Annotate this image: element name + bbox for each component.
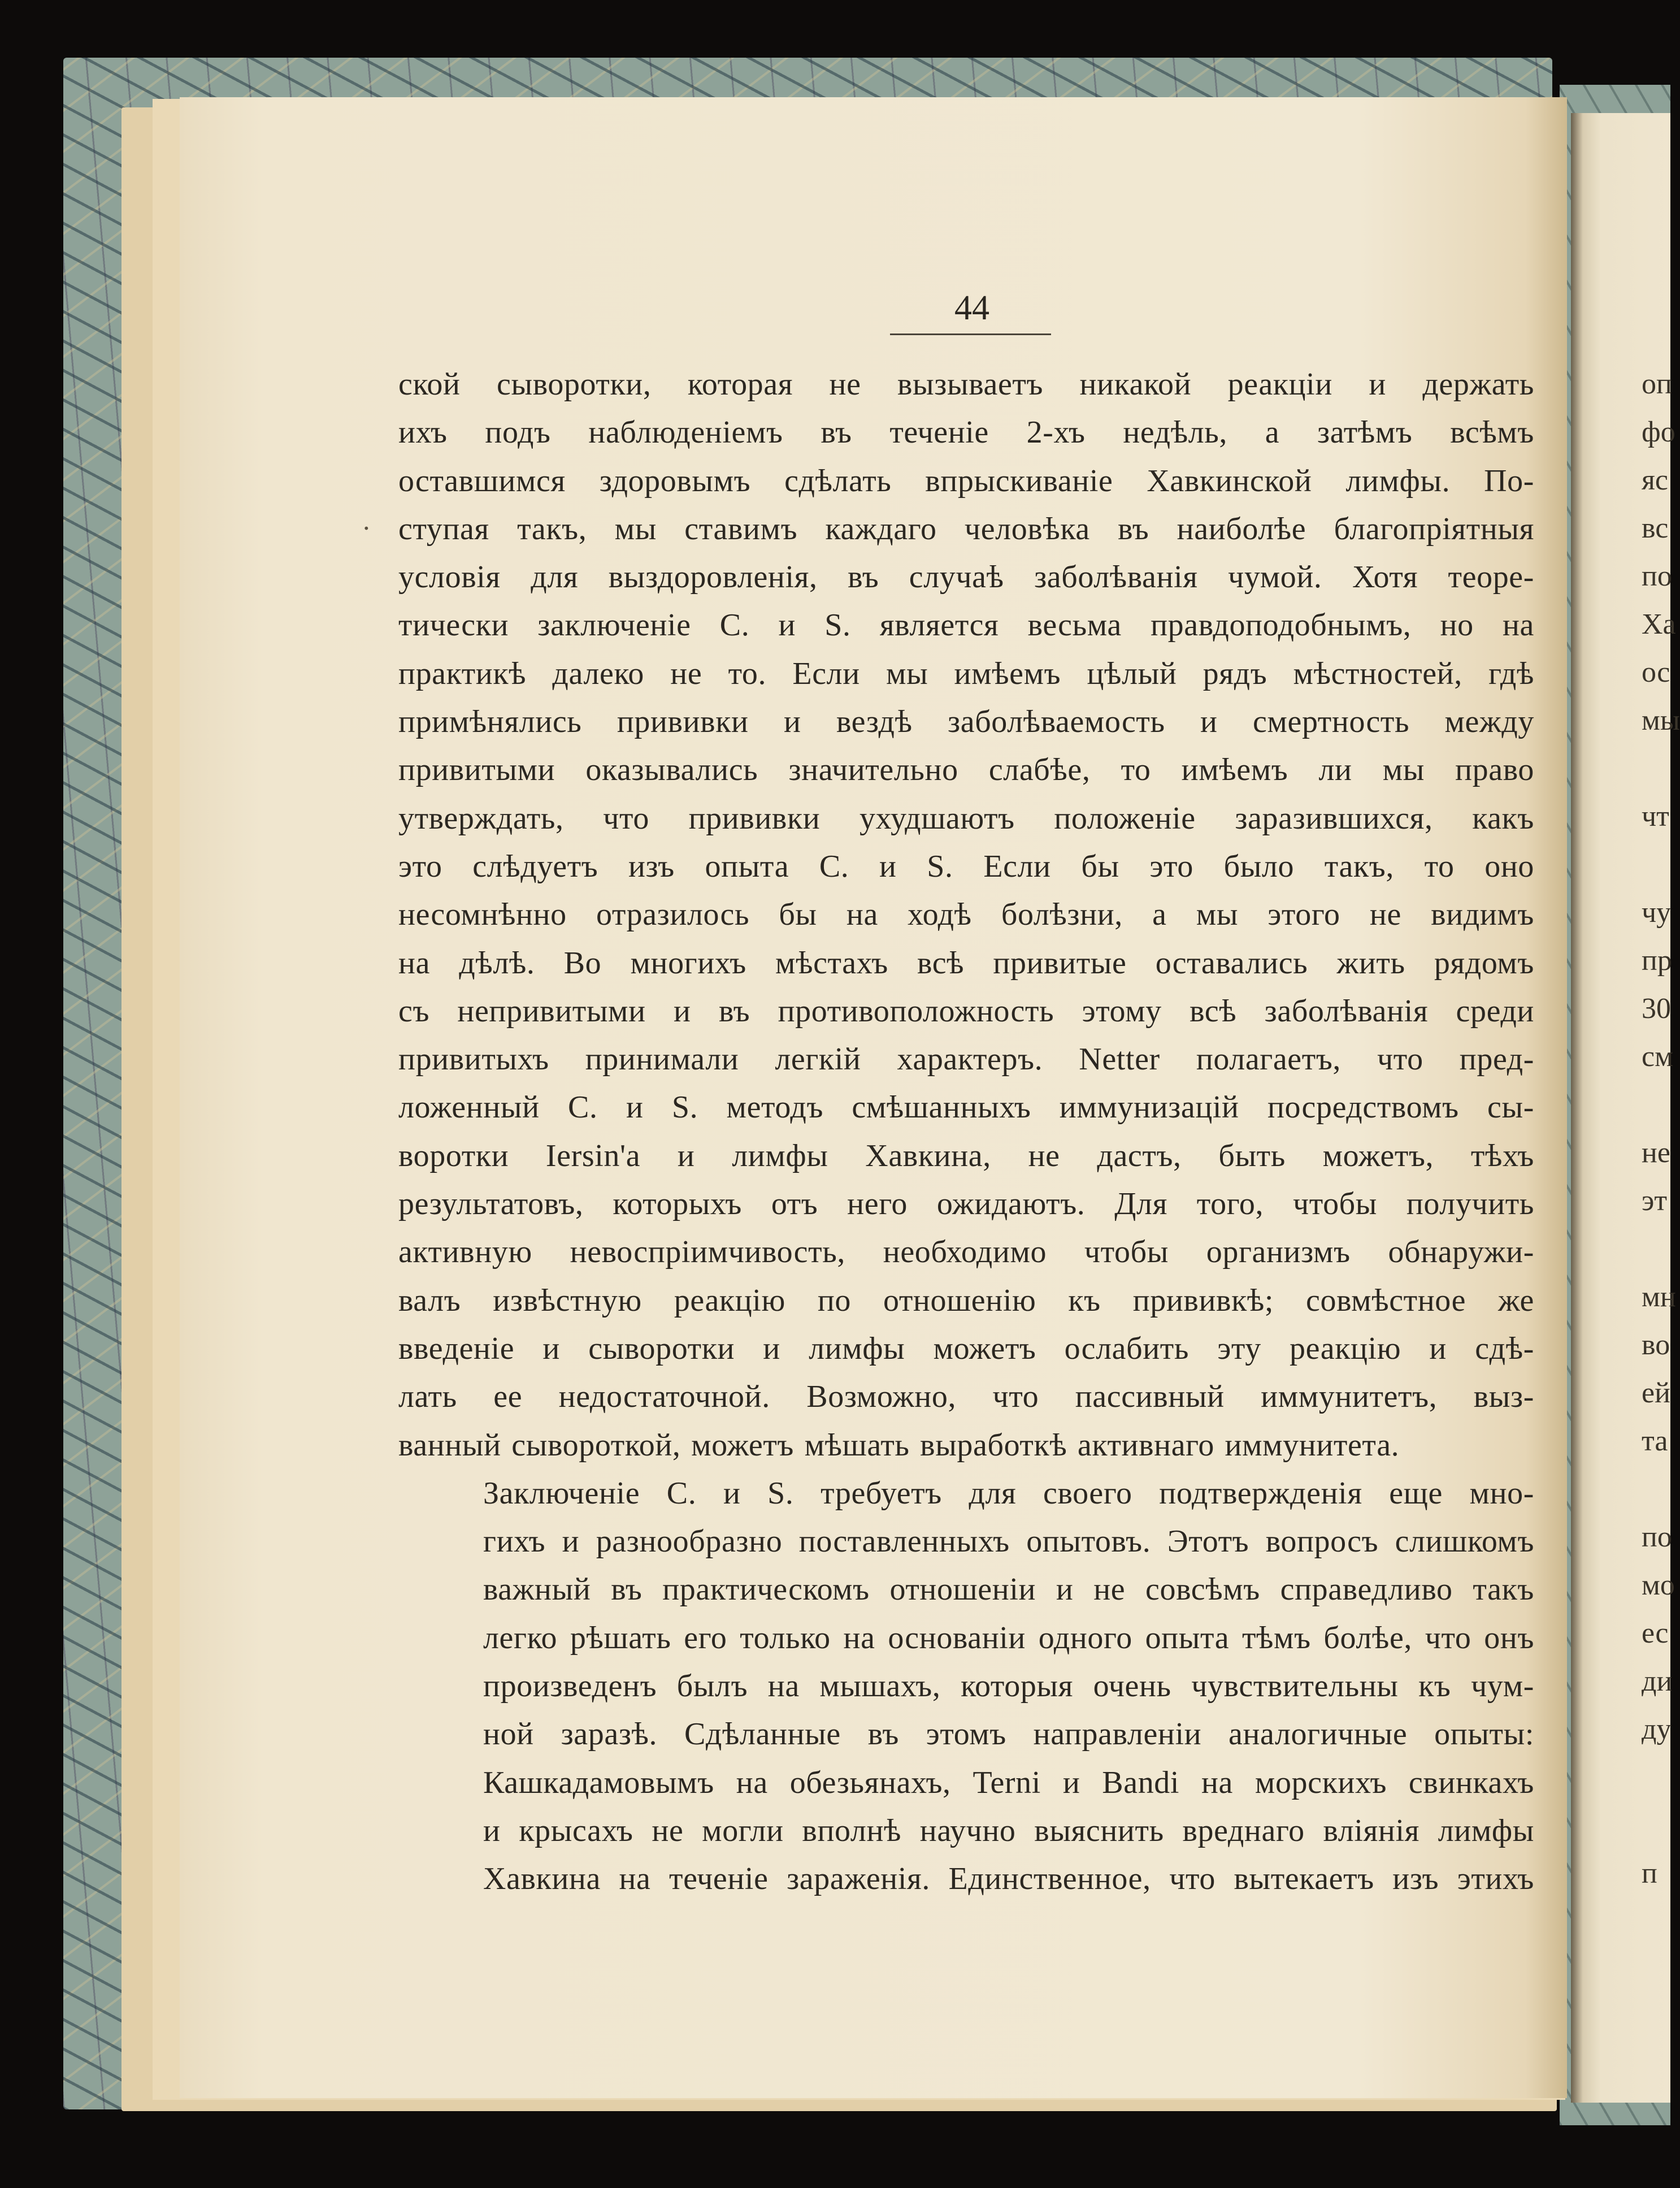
text-line: на дѣлѣ. Во многихъ мѣстахъ всѣ привитые оставались жить рядомъ [398, 945, 1534, 981]
next-page-fragment: вс [1642, 512, 1669, 544]
text-line: съ непривитыми и въ противоположность этому всѣ заболѣванія среди [398, 993, 1534, 1029]
text-line: привитыхъ принимали легкій характеръ. Netter полагаетъ, что пред- [398, 1042, 1534, 1077]
next-page-fragment: чу [1642, 896, 1672, 929]
text-line: воротки Iersin'a и лимфы Хавкина, не дастъ, быть можетъ, тѣхъ [398, 1138, 1534, 1173]
text-line: введеніе и сыворотки и лимфы можетъ ослабить эту реакцію и сдѣ- [398, 1331, 1534, 1366]
next-page-fragment: фо [1642, 416, 1675, 448]
text-line: лать ее недостаточной. Возможно, что пассивный иммунитетъ, выз- [398, 1379, 1534, 1415]
text-line: и крысахъ не могли вполнѣ научно выяснить вреднаго вліянія лимфы [483, 1813, 1534, 1848]
text-line: Кашкадамовымъ на обезьянахъ, Terni и Bandi на морскихъ свинкахъ [483, 1765, 1534, 1800]
next-page-fragment: п [1642, 1857, 1657, 1890]
next-page-fragment: ос [1642, 656, 1670, 688]
text-line: важный въ практическомъ отношеніи и не совсѣмъ справедливо такъ [483, 1572, 1534, 1608]
text-line: ной заразѣ. Сдѣланные въ этомъ направленіи аналогичные опыты: [483, 1717, 1534, 1752]
next-page-fragment: ес [1642, 1617, 1669, 1649]
text-line: несомнѣнно отразилось бы на ходѣ болѣзни, а мы этого не видимъ [398, 897, 1534, 933]
next-page-fragments [1642, 367, 1680, 1905]
next-page-fragment: оп [1642, 368, 1672, 400]
text-line: активную невоспріимчивость, необходимо чтобы организмъ обнаружи- [398, 1234, 1534, 1270]
next-page-fragment: см [1642, 1041, 1673, 1073]
text-line: гихъ и разнообразно поставленныхъ опытовъ. Этотъ вопросъ слишкомъ [483, 1524, 1534, 1559]
next-page-fragment: мо [1642, 1569, 1675, 1601]
page-number-rule [890, 333, 1051, 335]
text-line: валъ извѣстную реакцію по отношенію къ прививкѣ; совмѣстное же [398, 1283, 1534, 1318]
text-line: условія для выздоровленія, въ случаѣ заболѣванія чумой. Хотя теоре- [398, 560, 1534, 595]
margin-dot: · [362, 512, 371, 544]
text-line: произведенъ былъ на мышахъ, которыя очень чувствительны къ чум- [483, 1669, 1534, 1704]
text-line: ванный сывороткой, можетъ мѣшать выработкѣ активнаго иммунитета. [398, 1427, 1400, 1463]
next-page-fragment: Ха [1642, 608, 1676, 640]
text-line: ложенный С. и S. методъ смѣшанныхъ иммунизацій посредствомъ сы- [398, 1090, 1534, 1125]
next-page-fragment: ду [1642, 1713, 1672, 1745]
paragraph-1 [398, 361, 1534, 1470]
next-page-fragment: пр [1642, 944, 1672, 977]
text-line: это слѣдуетъ изъ опыта С. и S. Если бы это было такъ, то оно [398, 848, 1534, 884]
text-line: оставшимся здоровымъ сдѣлать впрыскиваніе Хавкинской лимфы. По- [398, 463, 1534, 499]
text-line: ской сыворотки, которая не вызываетъ никакой реакціи и держать [398, 367, 1534, 402]
next-page-fragment: чт [1642, 800, 1669, 833]
next-page-fragment: мы [1642, 704, 1680, 736]
page-number: 44 [954, 289, 989, 327]
next-page-fragment: мн [1642, 1281, 1676, 1313]
text-line: утверждать, что прививки ухудшаютъ положеніе заразившихся, какъ [398, 800, 1534, 836]
next-page-fragment: эт [1642, 1185, 1668, 1217]
next-page-fragment: 30 [1642, 993, 1671, 1025]
text-line: ихъ подъ наблюденіемъ въ теченіе 2-хъ недѣль, а затѣмъ всѣмъ [398, 415, 1534, 450]
next-page-fragment: не [1642, 1137, 1670, 1169]
next-page-fragment: во [1642, 1329, 1670, 1361]
next-page-fragment: по [1642, 560, 1672, 592]
next-page-fragment: ей [1642, 1377, 1670, 1409]
body-text [398, 361, 1534, 1904]
text-line: практикѣ далеко не то. Если мы имѣемъ цѣлый рядъ мѣстностей, гдѣ [398, 656, 1534, 691]
text-line: привитыми оказывались значительно слабѣе, то имѣемъ ли мы право [398, 752, 1534, 788]
text-line: результатовъ, которыхъ отъ него ожидаютъ. Для того, чтобы получить [398, 1186, 1534, 1222]
next-page-fragment: ди [1642, 1665, 1673, 1697]
text-line: примѣнялись прививки и вездѣ заболѣваемость и смертность между [398, 704, 1534, 740]
paragraph-2 [398, 1470, 1534, 1904]
next-page-fragment: по [1642, 1521, 1672, 1553]
text-line: Хавкина на теченіе зараженія. Единственное, что вытекаетъ изъ этихъ [483, 1861, 1534, 1897]
next-page-fragment: яс [1642, 464, 1668, 496]
text-line: легко рѣшать его только на основаніи одного опыта тѣмъ болѣе, что онъ [483, 1620, 1534, 1656]
text-line: Заключеніе С. и S. требуетъ для своего подтвержденія еще мно- [483, 1475, 1534, 1511]
next-page-fragment: та [1642, 1425, 1668, 1457]
text-line: тически заключеніе С. и S. является весьма правдоподобнымъ, но на [398, 608, 1534, 643]
text-line: ступая такъ, мы ставимъ каждаго человѣка въ наиболѣе благопріятныя [398, 511, 1534, 547]
